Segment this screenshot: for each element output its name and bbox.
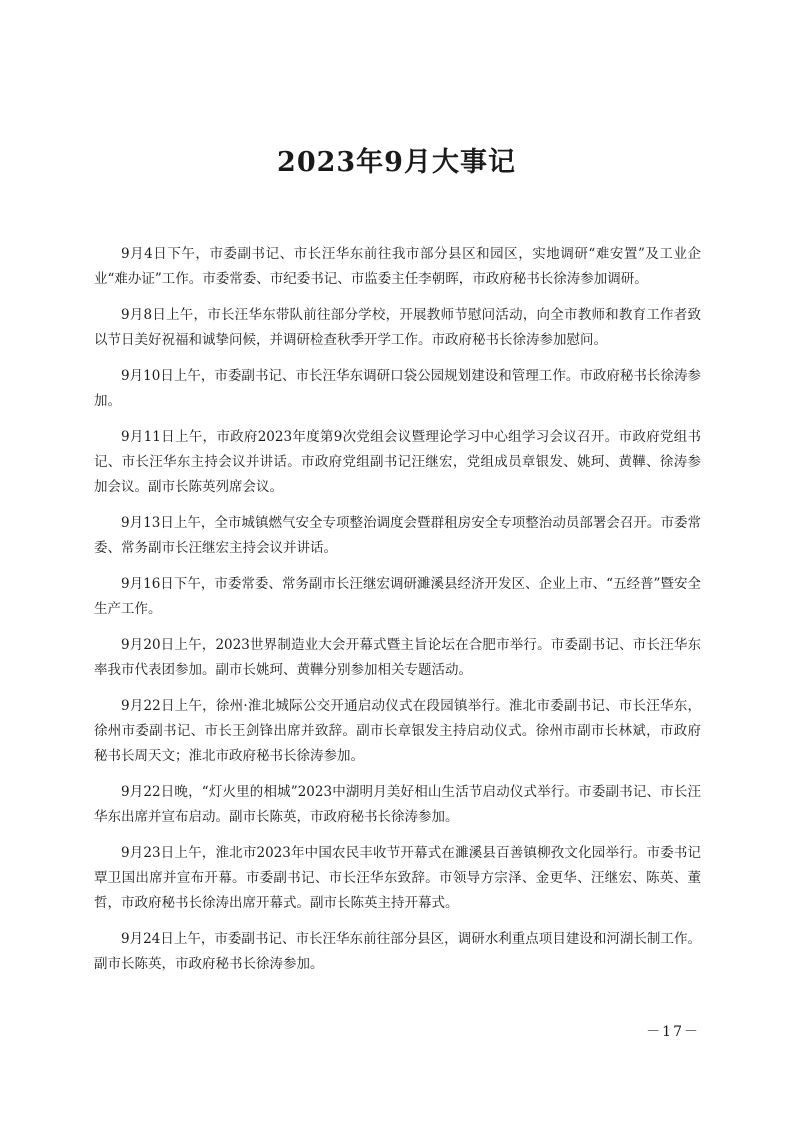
event-entry: 9月10日上午，市委副书记、市长汪华东调研口袋公园规划建设和管理工作。市政府秘书长徐涛参加。 — [94, 368, 701, 409]
event-entry: 9月8日上午，市长汪华东带队前往部分学校，开展教师节慰问活动，向全市教师和教育工作者致以节日美好祝福和诚挚问候，并调研检查秋季开学工作。市政府秘书长徐涛参加慰问。 — [94, 307, 701, 348]
event-entry: 9月22日晚，“灯火里的相城”2023中湖明月美好相山生活节启动仪式举行。市委副书记、市长汪华东出席并宣布启动。副市长陈英，市政府秘书长徐涛参加。 — [94, 784, 701, 825]
event-entry: 9月24日上午，市委副书记、市长汪华东前往部分县区，调研水利重点项目建设和河湖长制工作。副市长陈英，市政府秘书长徐涛参加。 — [94, 931, 701, 972]
page-number: －17－ — [646, 1024, 700, 1040]
event-entry: 9月13日上午，全市城镇燃气安全专项整治调度会暨群租房安全专项整治动员部署会召开。市委常委、常务副市长汪继宏主持会议并讲话。 — [94, 515, 701, 556]
event-entry: 9月4日下午，市委副书记、市长汪华东前往我市部分县区和园区，实地调研“难安置”及工业企业“难办证”工作。市委常委、市纪委书记、市监委主任李朝晖，市政府秘书长徐涛参加调研。 — [94, 246, 701, 287]
event-entry: 9月20日上午，2023世界制造业大会开幕式暨主旨论坛在合肥市举行。市委副书记、市长汪华东率我市代表团参加。副市长姚珂、黄鞾分别参加相关专题活动。 — [94, 637, 701, 678]
event-entry: 9月16日下午，市委常委、常务副市长汪继宏调研濉溪县经济开发区、企业上市、“五经普”暨安全生产工作。 — [94, 576, 701, 617]
event-entry: 9月23日上午，淮北市2023年中国农民丰收节开幕式在濉溪县百善镇柳孜文化园举行。市委书记覃卫国出席并宣布开幕。市委副书记、市长汪华东致辞。市领导方宗泽、金更华、汪继宏、陈英、董哲，市政府秘书长徐涛出席开幕式。副市长陈英主持开幕式。 — [94, 845, 701, 911]
page-title: 2023年9月大事记 — [277, 147, 516, 178]
event-entry: 9月11日上午，市政府2023年度第9次党组会议暨理论学习中心组学习会议召开。市政府党组书记、市长汪华东主持会议并讲话。市政府党组副书记汪继宏，党组成员章银发、姚珂、黄鞾、徐涛参加会议。副市长陈英列席会议。 — [94, 429, 701, 495]
event-entry: 9月22日上午，徐州·淮北城际公交开通启动仪式在段园镇举行。淮北市委副书记、市长汪华东，徐州市委副书记、市长王剑锋出席并致辞。副市长章银发主持启动仪式。徐州市副市长林斌，市政府秘书长周天文；淮北市政府秘书长徐涛参加。 — [94, 698, 701, 764]
event-list — [94, 242, 701, 988]
